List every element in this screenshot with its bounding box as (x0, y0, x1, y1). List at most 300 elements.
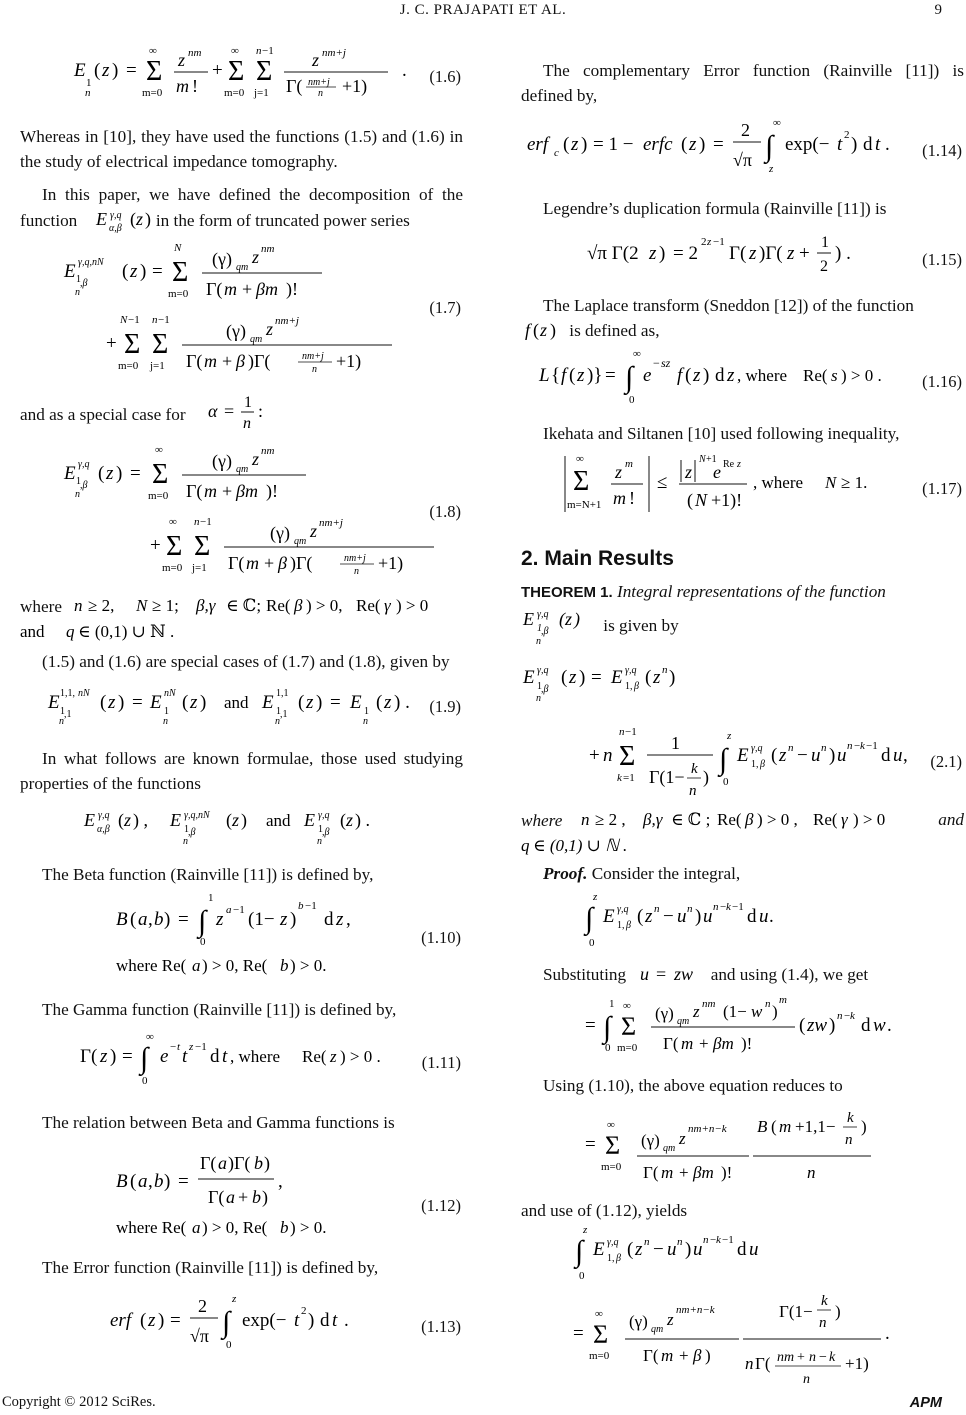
svg-text:f: f (525, 320, 531, 340)
svg-text:z: z (565, 609, 573, 629)
svg-text:n: n (803, 1372, 810, 1387)
svg-text:∫: ∫ (719, 743, 728, 776)
svg-text:(: ( (298, 692, 305, 713)
svg-text:): ) (110, 1046, 117, 1067)
svg-text:): ) (200, 692, 207, 713)
condition-and: and (938, 810, 964, 829)
svg-text:z: z (306, 692, 314, 713)
svg-text:(γ): (γ) (655, 1004, 674, 1023)
svg-text:erf: erf (527, 134, 549, 155)
svg-text:)Γ(: )Γ( (228, 1153, 251, 1173)
svg-text:=: = (122, 1046, 133, 1067)
svg-text:)Γ(: )Γ( (290, 553, 313, 573)
svg-text:1,1: 1,1 (276, 688, 289, 699)
svg-text:b: b (280, 1218, 289, 1237)
svg-text:): ) (316, 692, 323, 713)
condition-formula-q (20, 619, 180, 645)
svg-text:z: z (635, 1239, 643, 1260)
equation-number: (1.8) (429, 502, 461, 521)
svg-text:): ) (703, 767, 709, 787)
svg-text:(γ): (γ) (212, 249, 232, 269)
svg-text:0: 0 (605, 1042, 611, 1054)
svg-text:(γ): (γ) (270, 523, 290, 543)
svg-text:n: n (689, 783, 697, 799)
svg-text::: : (257, 401, 263, 421)
svg-text:Γ(: Γ( (80, 1046, 98, 1067)
svg-text:sz: sz (661, 356, 671, 370)
svg-text:1: 1 (60, 706, 65, 717)
svg-text:=: = (132, 692, 143, 713)
svg-text:Σ: Σ (194, 531, 211, 562)
svg-text:β: β (294, 596, 303, 615)
svg-text:∞: ∞ (231, 45, 239, 57)
equation-1-10 (20, 891, 463, 983)
paragraph: The Gamma function (Rainville [11]) is defined by, (42, 1000, 397, 1019)
svg-text:k: k (850, 1010, 855, 1022)
svg-text:Γ(: Γ( (729, 243, 747, 264)
svg-text:(: ( (559, 609, 565, 629)
svg-text:β: β (278, 553, 287, 573)
svg-text:∫: ∫ (765, 130, 774, 163)
inline-function-symbol (82, 207, 152, 233)
svg-text:(: ( (182, 692, 189, 713)
paragraph (20, 393, 463, 433)
svg-text:): ) (290, 909, 297, 930)
svg-text:z: z (787, 243, 795, 264)
equation-1-7 (20, 237, 463, 379)
svg-text:+: + (797, 1350, 805, 1365)
proof-intro (521, 861, 964, 886)
svg-text:z: z (779, 745, 787, 766)
svg-text:Σ: Σ (621, 1012, 637, 1041)
svg-text:m: m (779, 994, 787, 1006)
svg-text:1: 1 (364, 706, 369, 717)
svg-text:n: n (75, 489, 80, 500)
svg-text:√π Γ(2: √π Γ(2 (587, 243, 639, 264)
equation-1-8-formula (40, 439, 440, 583)
svg-text:=: = (585, 1015, 596, 1036)
svg-text:d: d (881, 745, 891, 766)
svg-text:1,: 1, (625, 681, 633, 692)
svg-text:(: ( (226, 810, 232, 830)
svg-text:∞: ∞ (773, 117, 781, 129)
equation-1-14 (521, 112, 964, 186)
svg-text:z: z (727, 730, 732, 742)
svg-text:(γ): (γ) (212, 451, 232, 471)
svg-text:t: t (875, 134, 881, 155)
svg-text:b: b (154, 909, 164, 930)
svg-text:n: n (242, 415, 251, 432)
svg-text:a: a (218, 1153, 227, 1173)
svg-text:u: u (640, 964, 650, 984)
svg-text:√π: √π (733, 150, 752, 170)
equation-1-7-formula (40, 237, 440, 379)
svg-text:1,: 1, (607, 1253, 615, 1264)
svg-text:m: m (204, 351, 217, 371)
svg-text:z: z (252, 247, 260, 267)
svg-text:z: z (232, 1293, 237, 1305)
equation-number: (1.15) (922, 250, 962, 269)
svg-text:Γ(1−: Γ(1− (779, 1302, 813, 1321)
svg-text:.: . (769, 906, 774, 927)
svg-text:√π: √π (190, 1326, 209, 1346)
svg-text:z: z (216, 909, 224, 930)
svg-text:z: z (693, 365, 701, 386)
svg-text:E: E (611, 667, 623, 688)
svg-text:1: 1 (243, 394, 252, 411)
svg-text:(: ( (122, 261, 129, 282)
paragraph: Legendre’s duplication formula (Rainville [11]) is (543, 199, 887, 218)
svg-text:1: 1 (276, 706, 281, 717)
equation-1-11 (20, 1030, 463, 1104)
svg-text:u: u (667, 1239, 677, 1260)
svg-text:d: d (320, 1310, 330, 1331)
svg-text:βm: βm (256, 279, 278, 299)
svg-text:nm+j: nm+j (302, 351, 324, 362)
svg-text:E: E (95, 209, 107, 229)
svg-text:z: z (232, 810, 240, 830)
proof-step-3-formula (571, 1223, 966, 1285)
paragraph-text: In this paper, we have defined the decomposition of the function (20, 185, 463, 230)
svg-text:−: − (819, 1350, 827, 1365)
svg-text:z: z (769, 163, 774, 175)
svg-text:γ,q,nN: γ,q,nN (78, 257, 104, 268)
svg-text:γ,q: γ,q (625, 665, 637, 676)
svg-text:t: t (294, 1310, 300, 1331)
svg-text:qm: qm (236, 464, 249, 475)
svg-text:= 1 −: = 1 − (593, 134, 634, 155)
svg-text:(: ( (799, 1015, 806, 1036)
svg-text:(γ): (γ) (629, 1312, 648, 1331)
condition-where: where (521, 811, 563, 830)
paragraph: The Error function (Rainville [11]) is defined by, (42, 1258, 379, 1277)
svg-text:E: E (64, 463, 76, 484)
svg-text:E: E (350, 692, 362, 713)
svg-text:q: q (521, 836, 530, 855)
svg-text:−1: −1 (732, 901, 744, 913)
svg-text:u: u (759, 906, 769, 927)
svg-text:n: n (275, 716, 280, 726)
equation-number: (1.6) (429, 67, 461, 86)
svg-text:k: k (617, 772, 622, 784)
svg-text:,1: ,1 (64, 709, 72, 720)
equation-1-17-formula (521, 450, 941, 522)
svg-text:∞: ∞ (595, 1308, 603, 1320)
svg-text:∞: ∞ (633, 348, 641, 360)
svg-text:z: z (577, 365, 585, 386)
svg-text:): ) (158, 1310, 165, 1331)
svg-text:{: { (551, 365, 561, 386)
svg-text:m: m (613, 488, 626, 508)
svg-text:=: = (130, 463, 141, 484)
svg-text:n: n (654, 903, 660, 915)
svg-text:m=N+1: m=N+1 (567, 499, 602, 511)
svg-text:z: z (312, 50, 320, 70)
svg-text:z: z (583, 1224, 588, 1236)
svg-text:n: n (536, 693, 541, 704)
svg-text:0: 0 (579, 1270, 585, 1282)
svg-text:n: n (152, 314, 158, 326)
svg-text:)}: )} (587, 365, 603, 386)
svg-text:+: + (264, 553, 275, 573)
svg-text:d: d (747, 906, 757, 927)
svg-text:∞: ∞ (623, 1000, 631, 1012)
svg-text:u: u (837, 745, 847, 766)
svg-text:(: ( (340, 810, 346, 830)
svg-text:,β: ,β (541, 626, 549, 637)
svg-text:,: , (346, 909, 351, 930)
svg-text:m=0: m=0 (617, 1042, 638, 1054)
paragraph: Using (1.10), the above equation reduces to (543, 1076, 843, 1095)
svg-text:k: k (821, 1293, 828, 1309)
equation-number: (1.17) (922, 479, 962, 498)
svg-text:E: E (603, 906, 615, 927)
svg-text:(: ( (98, 463, 105, 484)
svg-text:n: n (662, 664, 668, 676)
svg-text:b: b (298, 900, 304, 912)
svg-text:nm+j: nm+j (322, 47, 346, 59)
svg-text:N: N (174, 242, 182, 254)
svg-text:−1: −1 (305, 900, 317, 912)
svg-text:qm: qm (663, 1143, 676, 1154)
svg-text:z: z (569, 667, 577, 688)
svg-text:): ) (308, 1310, 315, 1331)
paragraph-text: and as a special case for (20, 405, 186, 424)
svg-text:=: = (585, 1134, 596, 1155)
svg-text:(: ( (561, 667, 568, 688)
paragraph: Ikehata and Siltanen [10] used following inequality, (543, 424, 900, 443)
svg-text:m: m (661, 1163, 674, 1182)
svg-text:n: n (317, 836, 322, 847)
svg-text:n: n (644, 1236, 650, 1248)
svg-text:∈ (0,1) ∪ ℕ .: ∈ (0,1) ∪ ℕ . (78, 622, 175, 641)
svg-text:Γ(: Γ( (186, 481, 203, 501)
svg-text:∫: ∫ (198, 905, 207, 938)
svg-text:2: 2 (198, 1296, 207, 1316)
svg-text:n: n (619, 726, 625, 738)
svg-text:): ) (116, 463, 123, 484)
svg-text:1: 1 (609, 998, 615, 1010)
svg-text:, where: , where (753, 473, 804, 492)
svg-text:(1−: (1− (723, 1002, 747, 1021)
svg-text:e: e (643, 365, 652, 386)
svg-text:,: , (903, 745, 908, 766)
svg-text:−: − (653, 1239, 664, 1260)
svg-text:z: z (148, 1310, 156, 1331)
svg-text:γ,q: γ,q (617, 904, 629, 915)
svg-text:.: . (885, 1323, 890, 1344)
svg-text:n: n (837, 1010, 843, 1022)
svg-text:)!: )! (721, 1163, 733, 1182)
svg-text:Σ: Σ (172, 257, 189, 288)
svg-text:(: ( (685, 365, 692, 386)
svg-text:−1: −1 (233, 904, 245, 916)
svg-text:) > 0 .: ) > 0 . (340, 1047, 381, 1066)
svg-text:−: − (797, 745, 808, 766)
svg-text:z: z (749, 243, 757, 264)
condition-formula-q (521, 833, 661, 859)
svg-text:)!: )! (266, 481, 278, 501)
svg-text:γ: γ (384, 596, 391, 615)
theorem-conditions (521, 807, 964, 859)
svg-text:z: z (571, 134, 579, 155)
svg-text:k: k (691, 761, 698, 777)
svg-text:z: z (102, 60, 110, 81)
svg-text:Γ(1−: Γ(1− (649, 767, 685, 787)
svg-text:m=0: m=0 (142, 87, 163, 99)
svg-text:n: n (318, 88, 323, 99)
svg-text:a: a (226, 1187, 235, 1207)
svg-text:m: m (661, 1346, 674, 1365)
svg-text:nm: nm (261, 445, 275, 457)
svg-text:Σ: Σ (166, 531, 183, 562)
svg-text:(: ( (376, 692, 383, 713)
svg-text:n: n (59, 716, 64, 726)
proof-text: Consider the integral, (591, 864, 741, 883)
svg-text:n: n (536, 636, 541, 647)
svg-text:)Γ(: )Γ( (248, 351, 271, 371)
svg-text:n: n (809, 1350, 816, 1365)
paragraph: Whereas in [10], they have used the functions (1.5) and (1.6) in the study of electrical impedance tomography. (20, 127, 463, 171)
svg-text:z: z (106, 463, 114, 484)
svg-text:= 2: = 2 (673, 243, 698, 264)
svg-text:∞: ∞ (576, 453, 584, 465)
svg-text:(: ( (627, 1239, 634, 1260)
svg-text:qm: qm (651, 1324, 664, 1335)
svg-text:Σ: Σ (152, 459, 169, 490)
svg-text:βm: βm (713, 1034, 734, 1053)
svg-text:+: + (150, 535, 161, 556)
svg-text:) > 0.: ) > 0. (290, 1218, 327, 1237)
svg-text:1: 1 (184, 824, 189, 835)
svg-text:): ) (703, 365, 710, 386)
svg-text:): ) (699, 134, 706, 155)
svg-text:m: m (779, 1117, 792, 1136)
svg-text:): ) (851, 134, 858, 155)
svg-text:u: u (703, 906, 713, 927)
svg-text:,1: ,1 (280, 709, 288, 720)
svg-text:Γ(: Γ( (186, 351, 203, 371)
svg-text:z: z (346, 810, 354, 830)
svg-text:−1: −1 (200, 516, 212, 528)
svg-text:Γ(: Γ( (643, 1163, 659, 1182)
svg-text:!: ! (629, 488, 635, 508)
svg-text:n: n (821, 742, 827, 754)
svg-text:z: z (653, 667, 661, 688)
svg-text:−: − (844, 1010, 851, 1022)
svg-text:b: b (252, 1187, 261, 1207)
svg-text:z: z (593, 891, 598, 903)
svg-text:(: ( (687, 490, 693, 510)
svg-text:z: z (679, 1129, 686, 1148)
svg-text:1: 1 (537, 623, 542, 634)
svg-text:w: w (751, 1002, 763, 1021)
svg-text:): ) (550, 320, 556, 340)
svg-text:(: ( (681, 134, 688, 155)
svg-text:n: n (807, 1163, 816, 1182)
svg-text:nm+j: nm+j (319, 517, 343, 529)
svg-text:0: 0 (142, 1075, 148, 1087)
equation-1-9 (20, 682, 463, 726)
svg-text:k: k (860, 740, 865, 752)
svg-text:+1)!: +1)! (711, 490, 743, 510)
svg-text:m=0: m=0 (589, 1350, 610, 1362)
svg-text:n: n (74, 596, 83, 615)
svg-text:t: t (182, 1046, 188, 1067)
svg-text:t: t (222, 1046, 228, 1067)
paragraph-text: Substituting (543, 965, 627, 984)
svg-text:−: − (854, 740, 861, 752)
svg-text:=: = (152, 261, 163, 282)
svg-text:): ) (241, 810, 247, 830)
svg-text:0: 0 (723, 776, 729, 788)
svg-text:nm: nm (702, 998, 716, 1010)
svg-text:+1): +1) (342, 76, 368, 96)
svg-text:B: B (116, 1171, 128, 1192)
theorem-text: Integral representations of the function (616, 582, 886, 601)
proof-step-1-formula (581, 993, 966, 1059)
paragraph: The Beta function (Rainville [11]) is defined by, (42, 865, 374, 884)
svg-text:−1: −1 (866, 740, 878, 752)
equation-1-9-formula (40, 682, 440, 726)
svg-text:∞: ∞ (607, 1119, 615, 1131)
paragraph: (1.5) and (1.6) are special cases of (1.7) and (1.8), given by (42, 652, 450, 671)
condition-formula (66, 593, 446, 619)
svg-text:Σ: Σ (593, 1320, 609, 1349)
svg-text:Γ(: Γ( (228, 553, 245, 573)
svg-text:d: d (737, 1239, 747, 1260)
svg-text:Σ: Σ (605, 1131, 621, 1160)
equation-number: (1.14) (922, 141, 962, 160)
svg-text:N: N (825, 473, 837, 492)
svg-text:.: . (885, 134, 890, 155)
svg-text:) .: ) . (355, 810, 370, 830)
svg-text:n: n (183, 836, 188, 847)
equation-1-6 (20, 40, 463, 104)
svg-text:=: = (330, 692, 341, 713)
svg-text:d: d (863, 134, 873, 155)
svg-text:u: u (677, 906, 687, 927)
svg-text:+: + (699, 1034, 709, 1053)
svg-text:n: n (713, 901, 719, 913)
svg-text:where Re(: where Re( (116, 1218, 187, 1237)
svg-text:=: = (713, 134, 724, 155)
svg-text:γ,q: γ,q (318, 810, 330, 821)
svg-text:≥ 1;: ≥ 1; (152, 596, 180, 615)
svg-text:u: u (893, 745, 903, 766)
svg-text:n: n (363, 716, 368, 726)
svg-text:z: z (124, 810, 132, 830)
svg-text:γ,q,nN: γ,q,nN (184, 810, 210, 821)
svg-text:m=0: m=0 (148, 490, 169, 502)
svg-text:m=0: m=0 (162, 562, 183, 574)
svg-text:): ) (835, 1302, 841, 1321)
svg-text:): ) (574, 609, 580, 629)
equation-1-15 (521, 225, 964, 285)
svg-text:n: n (745, 1354, 754, 1373)
svg-text:−: − (710, 1234, 717, 1246)
svg-text:E: E (64, 261, 76, 282)
svg-text:nN: nN (78, 688, 90, 699)
svg-text:N: N (699, 454, 706, 465)
svg-text:z: z (540, 320, 548, 340)
svg-text:E: E (593, 1239, 605, 1260)
svg-text:1: 1 (208, 892, 214, 904)
svg-text:and: and (224, 693, 249, 712)
svg-text:n: n (687, 903, 693, 915)
svg-text:+1): +1) (378, 553, 404, 573)
svg-text:−1: −1 (625, 726, 637, 738)
